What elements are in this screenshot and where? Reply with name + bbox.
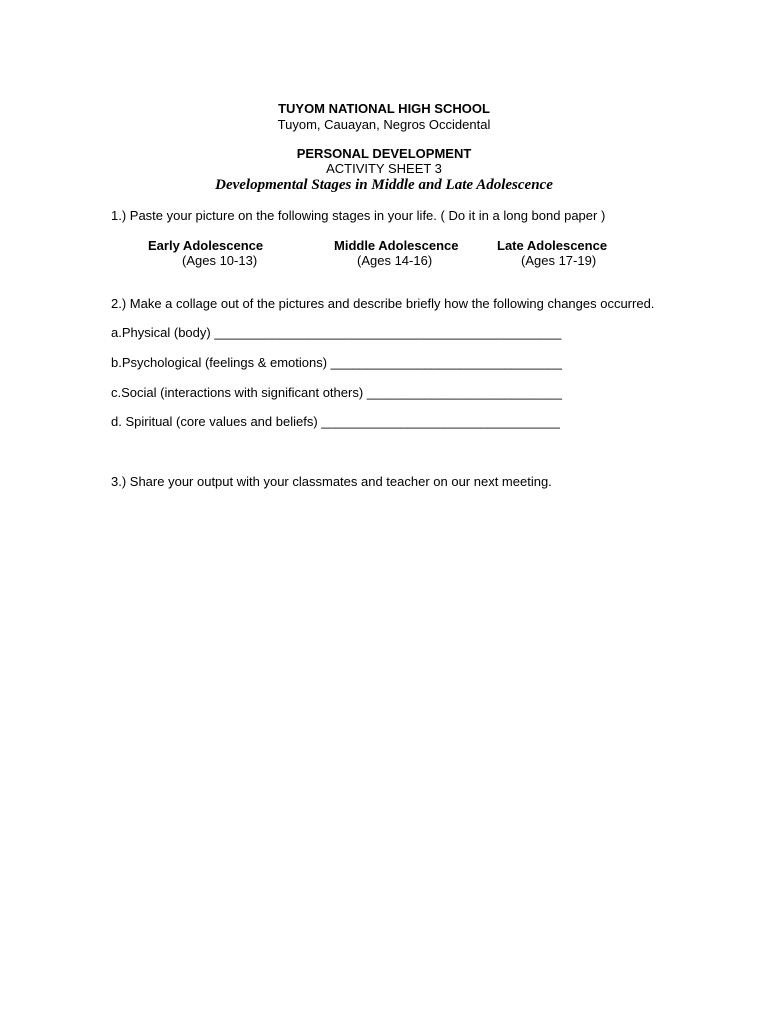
change-spiritual: d. Spiritual (core values and beliefs) _________________________________ <box>111 414 560 429</box>
item-2-instruction: 2.) Make a collage out of the pictures and describe briefly how the following changes occurred. <box>111 296 655 311</box>
stage-middle-title: Middle Adolescence <box>334 238 459 253</box>
item-3-instruction: 3.) Share your output with your classmates and teacher on our next meeting. <box>111 474 552 489</box>
stage-early-ages: (Ages 10-13) <box>182 253 258 268</box>
stage-late-ages: (Ages 17-19) <box>521 253 597 268</box>
subject-title: PERSONAL DEVELOPMENT <box>296 146 472 161</box>
school-address: Tuyom, Cauayan, Negros Occidental <box>277 117 491 132</box>
change-psychological: b.Psychological (feelings & emotions) ________________________________ <box>111 355 563 370</box>
change-physical: a.Physical (body) ________________________________________________ <box>111 325 562 340</box>
stage-middle-ages: (Ages 14-16) <box>357 253 433 268</box>
item-1-instruction: 1.) Paste your picture on the following stages in your life. ( Do it in a long bond paper ) <box>111 208 606 223</box>
change-social: c.Social (interactions with significant others) ___________________________ <box>111 385 562 400</box>
topic-title: Developmental Stages in Middle and Late Adolescence <box>215 177 553 193</box>
stage-early-title: Early Adolescence <box>148 238 264 253</box>
activity-number: ACTIVITY SHEET 3 <box>326 161 442 176</box>
school-name: TUYOM NATIONAL HIGH SCHOOL <box>278 101 490 116</box>
stage-late-title: Late Adolescence <box>497 238 608 253</box>
